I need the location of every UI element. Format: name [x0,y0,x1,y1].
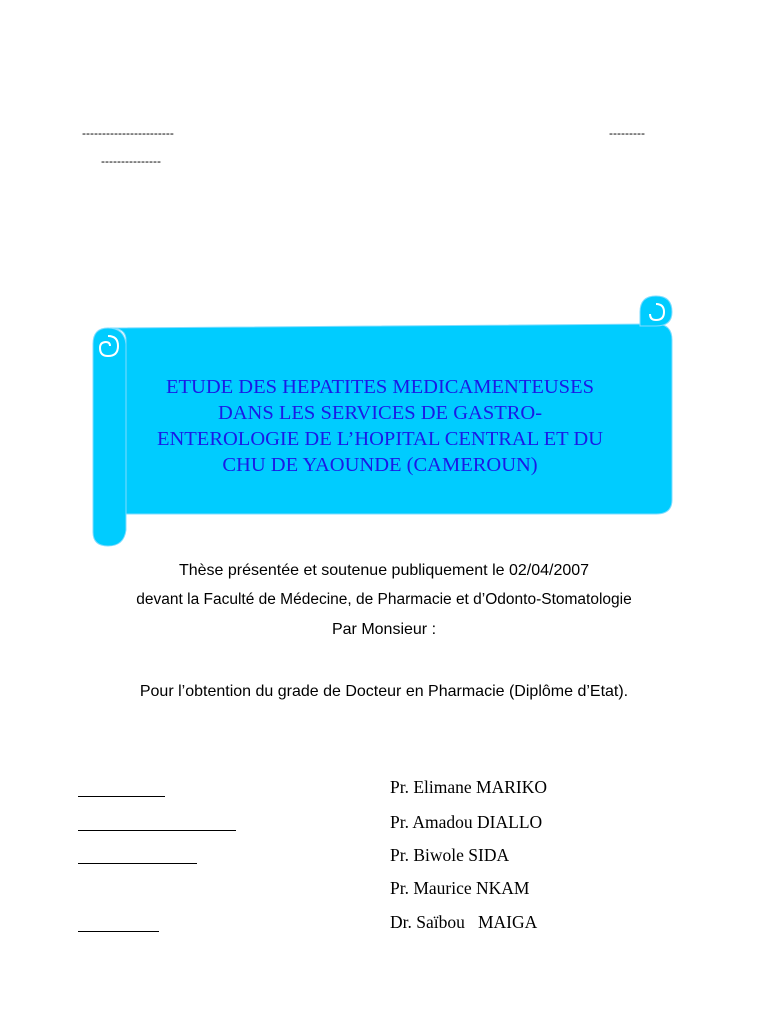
thesis-faculty-line: devant la Faculté de Médecine, de Pharmacie et d’Odonto-Stomatologie [136,591,632,608]
jury-member: Pr. Amadou DIALLO [390,812,543,832]
jury-role-blank [78,863,197,864]
jury-member: Pr. Maurice NKAM [390,878,530,898]
header-dash-right: --------- [609,126,645,140]
header-dash-left: ----------------------- [82,126,174,140]
jury-role-blank [78,796,165,797]
thesis-title-line: DANS LES SERVICES DE GASTRO- [217,402,543,424]
jury-role-blank [78,830,236,831]
thesis-author-label: Par Monsieur : [331,621,437,638]
thesis-title-line: CHU DE YAOUNDE (CAMEROUN) [222,454,538,476]
thesis-title-line: ENTEROLOGIE DE L’HOPITAL CENTRAL ET DU [156,428,604,450]
header-dash-second: --------------- [101,154,161,168]
jury-member: Dr. Saïbou MAIGA [390,912,538,932]
scroll-left-roll [93,328,126,546]
thesis-degree-line: Pour l’obtention du grade de Docteur en Pharmacie (Diplôme d’Etat). [139,683,629,700]
jury-member: Pr. Biwole SIDA [390,845,510,865]
thesis-title [130,374,630,478]
jury-member: Pr. Elimane MARIKO [390,777,548,797]
jury-role-blank [78,931,159,932]
thesis-presentation-line: Thèse présentée et soutenue publiquement le 02/04/2007 [178,562,590,579]
scroll-right-roll [640,296,672,326]
thesis-title-line: ETUDE DES HEPATITES MEDICAMENTEUSES [165,376,595,398]
